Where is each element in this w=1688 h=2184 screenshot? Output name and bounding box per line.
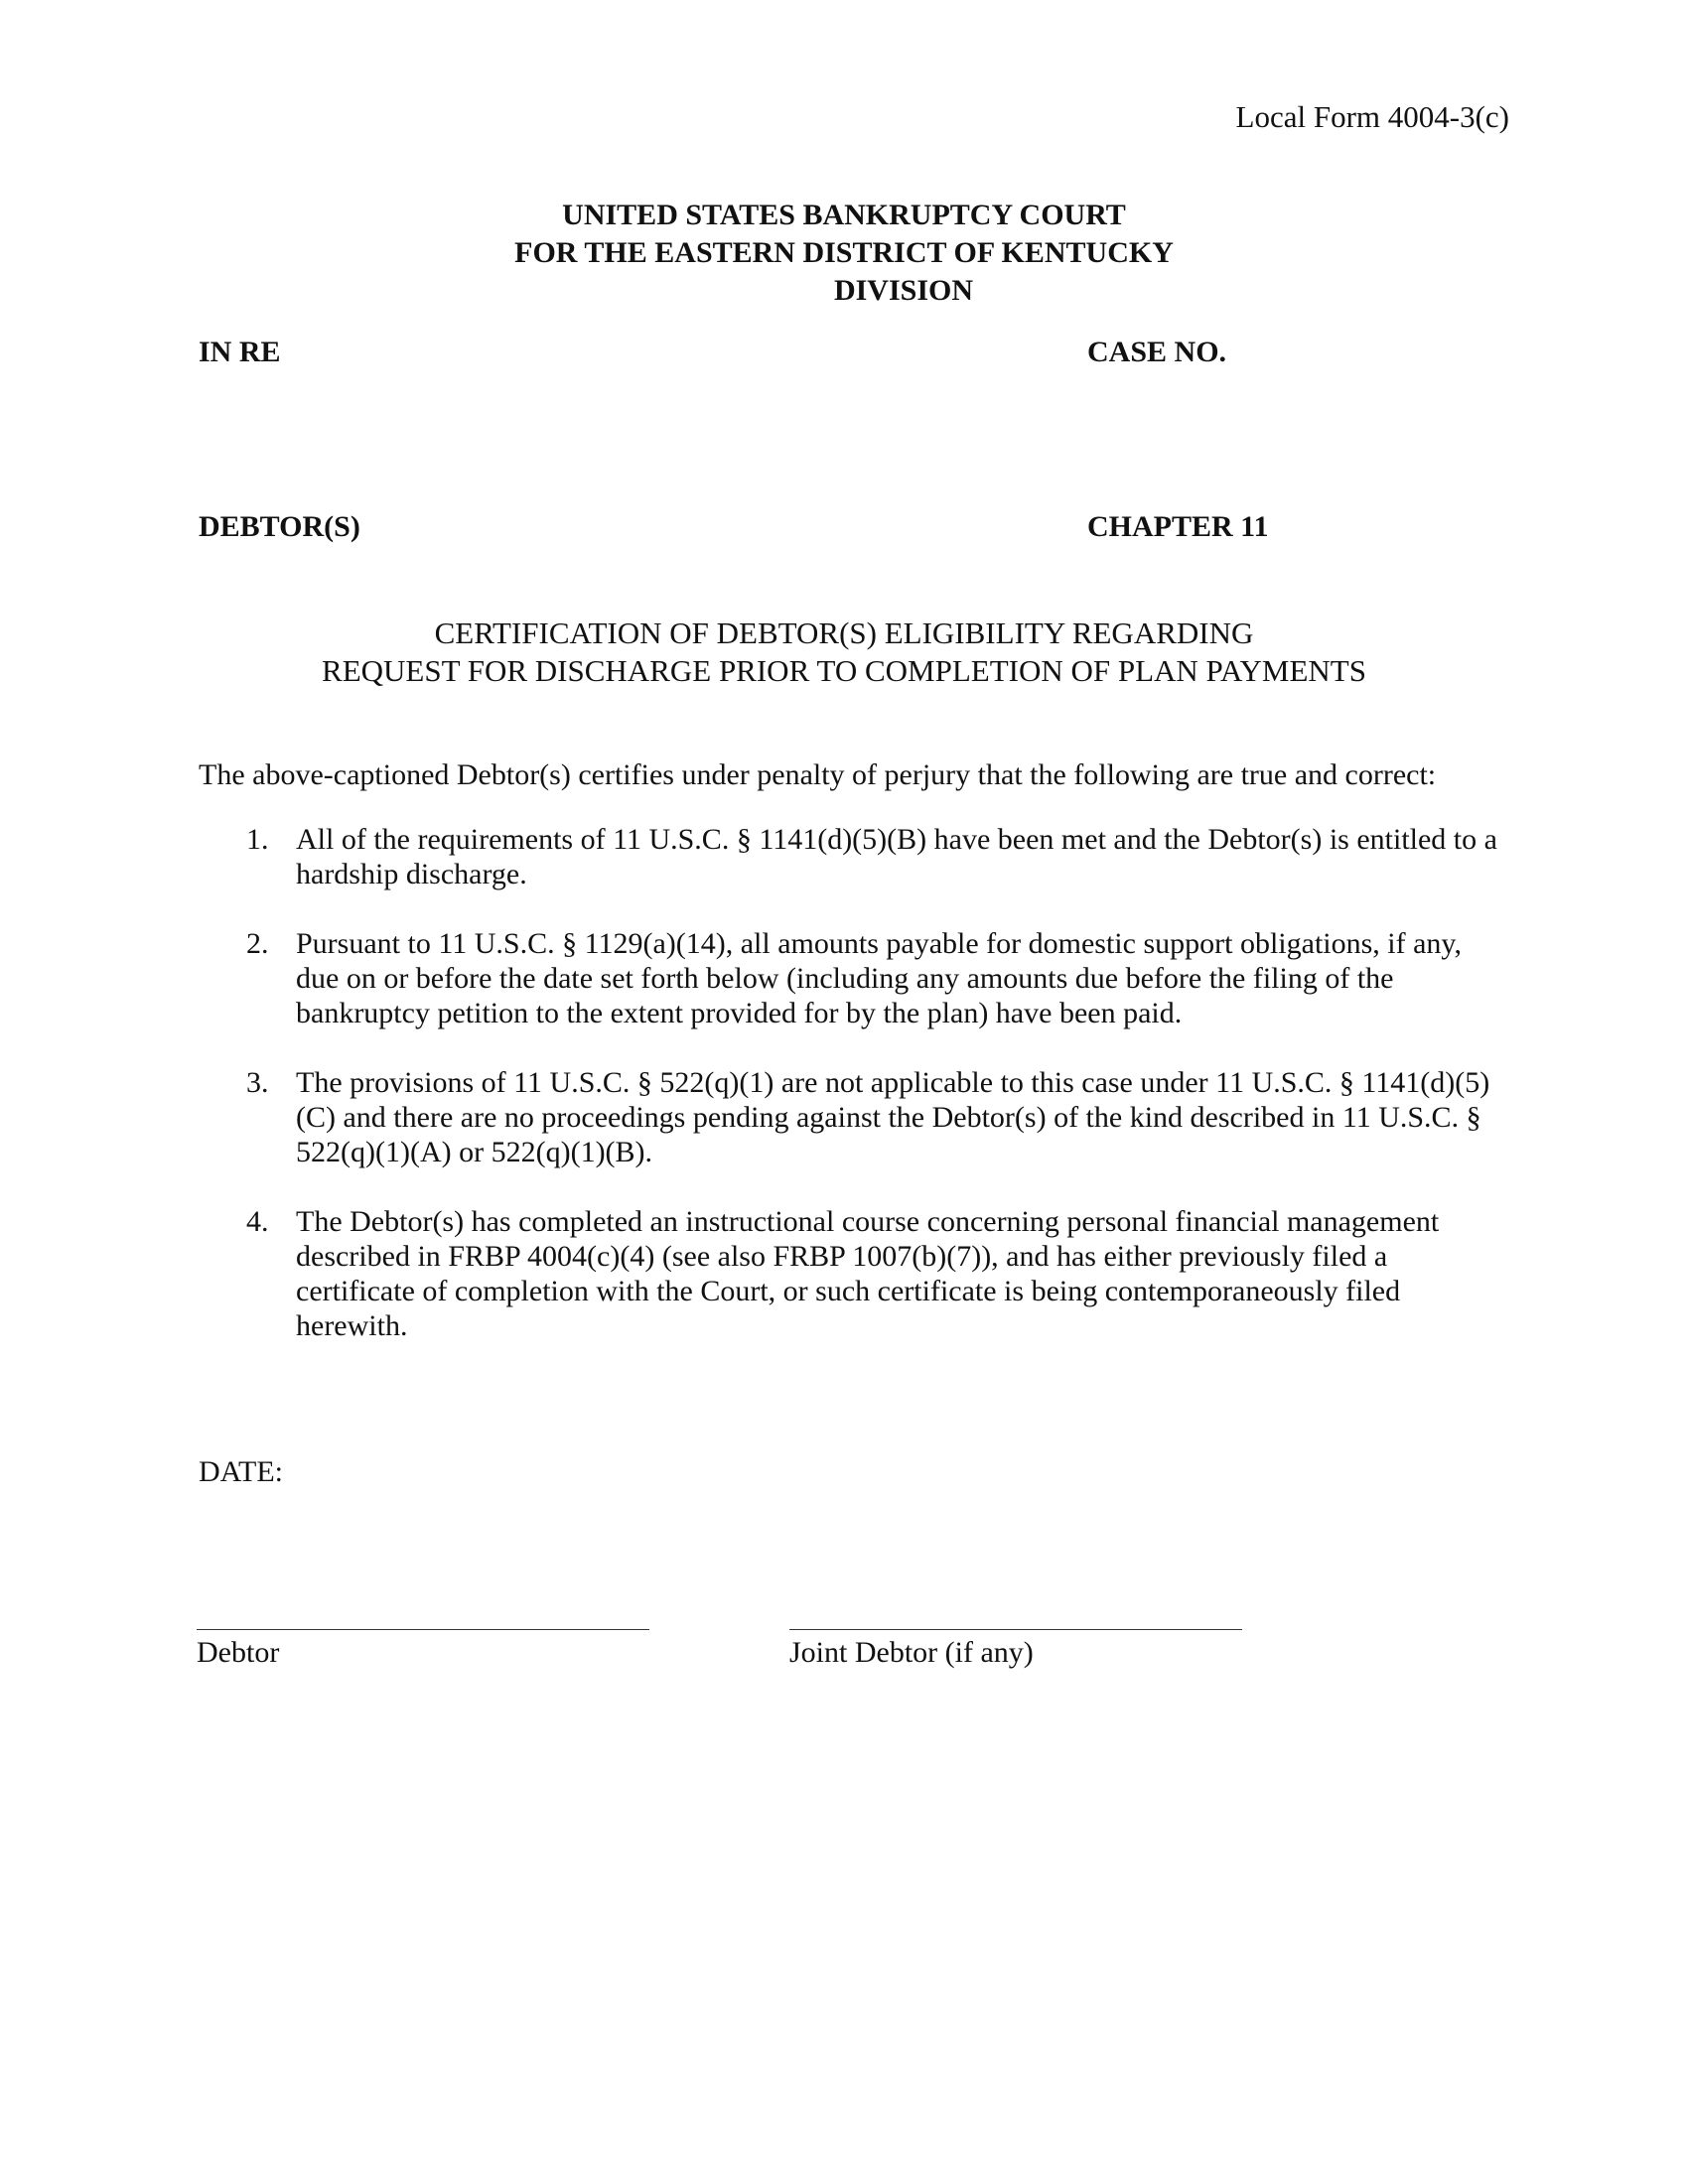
debtor-signature-line[interactable] <box>197 1629 649 1630</box>
date-label: DATE: <box>199 1455 283 1488</box>
title-line-1: CERTIFICATION OF DEBTOR(S) ELIGIBILITY REGARDING <box>434 615 1254 650</box>
list-item <box>199 822 1509 891</box>
item-text: The Debtor(s) has completed an instructional course concerning personal financial management described in FRBP 4004(c)(4) (see also FRBP 1007(b)(7)), and has either previously filed a certificate of completion with the Court, or such certificate is being contemporaneously filed herewith. <box>296 1205 1440 1342</box>
list-item <box>199 1065 1509 1169</box>
debtors-label: DEBTOR(S) <box>199 510 360 543</box>
document-title <box>199 614 1489 690</box>
court-division: DIVISION <box>833 274 974 307</box>
case-no-label: CASE NO. <box>1087 336 1227 368</box>
list-item <box>199 1204 1509 1343</box>
joint-debtor-signature-label: Joint Debtor (if any) <box>789 1636 1034 1669</box>
chapter-label: CHAPTER 11 <box>1087 510 1269 543</box>
certification-intro: The above-captioned Debtor(s) certifies under penalty of perjury that the following are true and correct: <box>199 758 1437 791</box>
item-number: 3. <box>246 1066 269 1099</box>
joint-debtor-signature-line[interactable] <box>789 1629 1242 1630</box>
list-item <box>199 926 1509 1030</box>
court-name: UNITED STATES BANKRUPTCY COURT <box>562 199 1126 231</box>
item-text: The provisions of 11 U.S.C. § 522(q)(1) are not applicable to this case under 11 U.S.C. § 1141(d)(5)(C) and there are no proceedings pending against the Debtor(s) of the kind described in 11 U.S.C. § 522(q)(1)(A) or 522(q)(1)(B). <box>296 1066 1490 1168</box>
court-district: FOR THE EASTERN DISTRICT OF KENTUCKY <box>514 236 1174 269</box>
item-number: 4. <box>246 1205 269 1238</box>
item-number: 1. <box>246 823 269 856</box>
court-header <box>348 197 1340 310</box>
item-text: All of the requirements of 11 U.S.C. § 1141(d)(5)(B) have been met and the Debtor(s) is entitled to a hardship discharge. <box>296 823 1497 890</box>
certification-list <box>199 822 1509 1378</box>
in-re-label: IN RE <box>199 336 281 368</box>
debtor-signature-label: Debtor <box>197 1636 280 1669</box>
item-text: Pursuant to 11 U.S.C. § 1129(a)(14), all amounts payable for domestic support obligations, if any, due on or before the date set forth below (including any amounts due before the filing of the bankruptcy petition to the extent provided for by the plan) have been paid. <box>296 927 1462 1029</box>
title-line-2: REQUEST FOR DISCHARGE PRIOR TO COMPLETION OF PLAN PAYMENTS <box>322 653 1366 688</box>
item-number: 2. <box>246 927 269 960</box>
form-number: Local Form 4004-3(c) <box>1235 99 1509 134</box>
